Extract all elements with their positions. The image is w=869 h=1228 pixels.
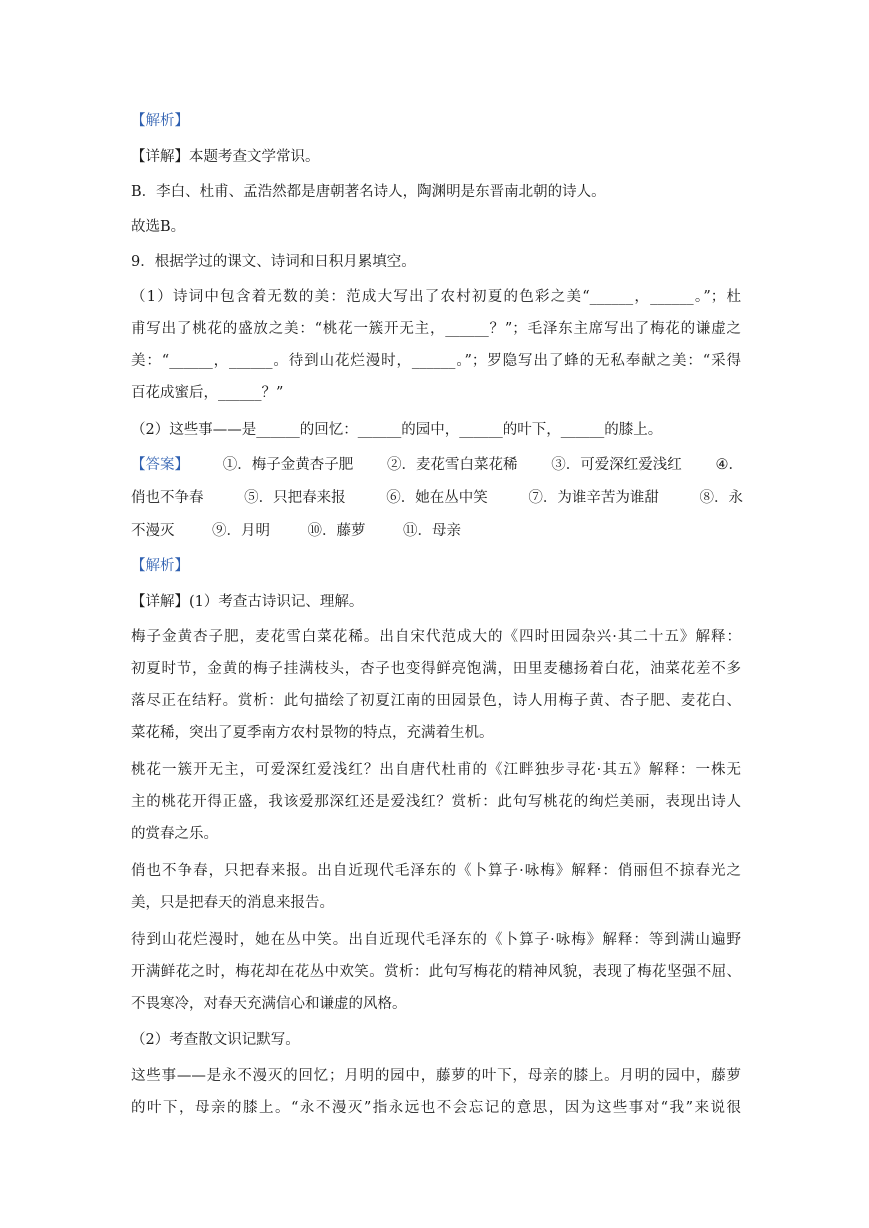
answer-item: ④． <box>715 457 743 473</box>
answer-item: ⑥．她在丛中笑 <box>386 490 488 506</box>
answer-row <box>131 455 743 475</box>
answer-item: ⑪．母亲 <box>403 523 461 539</box>
paragraph-line: 主的桃花开得正盛，我该爱那深红还是爱浅红？赏析：此句写桃花的绚烂美丽，表现出诗人 <box>131 794 741 810</box>
paragraph-line: 初夏时节，金黄的梅子挂满枝头，杏子也变得鲜亮饱满，田里麦穗扬着白花，油菜花差不多 <box>131 661 741 677</box>
answer-row <box>131 488 743 508</box>
q9-part1-line: 美：“______，______。待到山花烂漫时，______。”；罗隐写出了蜂的无私奉献之美：“采得 <box>131 353 741 369</box>
option-b-explanation: B．李白、杜甫、孟浩然都是唐朝著名诗人，陶渊明是东晋南北朝的诗人。 <box>131 184 606 200</box>
answer-item: ⑨．月明 <box>212 523 270 539</box>
detail-line: 【详解】本题考查文学常识。 <box>131 149 320 165</box>
answer-item: ⑤．只把春来报 <box>244 490 346 506</box>
q9-part1-line: 百花成蜜后，______？” <box>131 385 284 401</box>
analysis-label: 【解析】 <box>131 558 189 574</box>
paragraph-line: 的叶下，母亲的膝上。“永不漫灭”指永远也不会忘记的意思，因为这些事对“我”来说很 <box>131 1100 741 1116</box>
choice-line: 故选B。 <box>131 219 186 235</box>
paragraph-line: 梅子金黄杏子肥，麦花雪白菜花稀。出自宋代范成大的《四时田园杂兴·其二十五》解释： <box>131 629 741 645</box>
paragraph-line: 这些事——是永不漫灭的回忆；月明的园中，藤萝的叶下，母亲的膝上。月明的园中，藤萝 <box>131 1068 741 1084</box>
q9-part1-line: 甫写出了桃花的盛放之美：“桃花一簇开无主，______？”；毛泽东主席写出了梅花的谦虚之 <box>131 321 741 337</box>
paragraph-line: 不畏寒冷，对春天充满信心和谦虚的风格。 <box>131 996 407 1012</box>
paragraph-line: 开满鲜花之时，梅花却在花丛中欢笑。赏析：此句写梅花的精神风貌，表现了梅花坚强不屈、 <box>131 964 741 980</box>
paragraph-line: 的赏春之乐。 <box>131 826 218 842</box>
answer-item: ③．可爱深红爱浅红 <box>551 457 682 473</box>
answer-label: 【答案】 <box>131 457 189 473</box>
q9-part2-line: （2）这些事——是______的回忆：______的园中，______的叶下，______的膝上。 <box>131 422 663 438</box>
analysis-label: 【解析】 <box>131 113 189 129</box>
answer-item: ⑧．永 <box>699 490 743 506</box>
paragraph-line: 菜花稀，突出了夏季南方农村景物的特点，充满着生机。 <box>131 725 494 741</box>
answer-item: ①．梅子金黄杏子肥 <box>222 457 354 473</box>
paragraph-line: 待到山花烂漫时，她在丛中笑。出自近现代毛泽东的《卜算子·咏梅》解释：等到满山遍野 <box>131 932 741 948</box>
paragraph-line: 桃花一簇开无主，可爱深红爱浅红？出自唐代杜甫的《江畔独步寻花·其五》解释：一株无 <box>131 762 741 778</box>
paragraph-line: 落尽正在结籽。赏析：此句描绘了初夏江南的田园景色，诗人用梅子黄、杏子肥、麦花白、 <box>131 693 741 709</box>
q9-part1-line: （1）诗词中包含着无数的美：范成大写出了农村初夏的色彩之美“______，______。”；杜 <box>131 289 741 305</box>
paragraph-line: 俏也不争春，只把春来报。出自近现代毛泽东的《卜算子·咏梅》解释：俏丽但不掠春光之 <box>131 863 741 879</box>
answer-row <box>131 521 461 541</box>
answer-item: 不漫灭 <box>131 523 175 539</box>
paragraph-line: 美，只是把春天的消息来报告。 <box>131 895 334 911</box>
answer-item: 俏也不争春 <box>131 490 204 506</box>
detail-line: （2）考查散文识记默写。 <box>131 1032 300 1048</box>
answer-item: ②．麦花雪白菜花稀 <box>387 457 518 473</box>
answer-item: ⑩．藤萝 <box>307 523 366 539</box>
question-9-title: 9．根据学过的课文、诗词和日积月累填空。 <box>131 254 416 270</box>
detail-line: 【详解】(1）考查古诗识记、理解。 <box>131 594 364 610</box>
answer-item: ⑦．为谁辛苦为谁甜 <box>528 490 659 506</box>
